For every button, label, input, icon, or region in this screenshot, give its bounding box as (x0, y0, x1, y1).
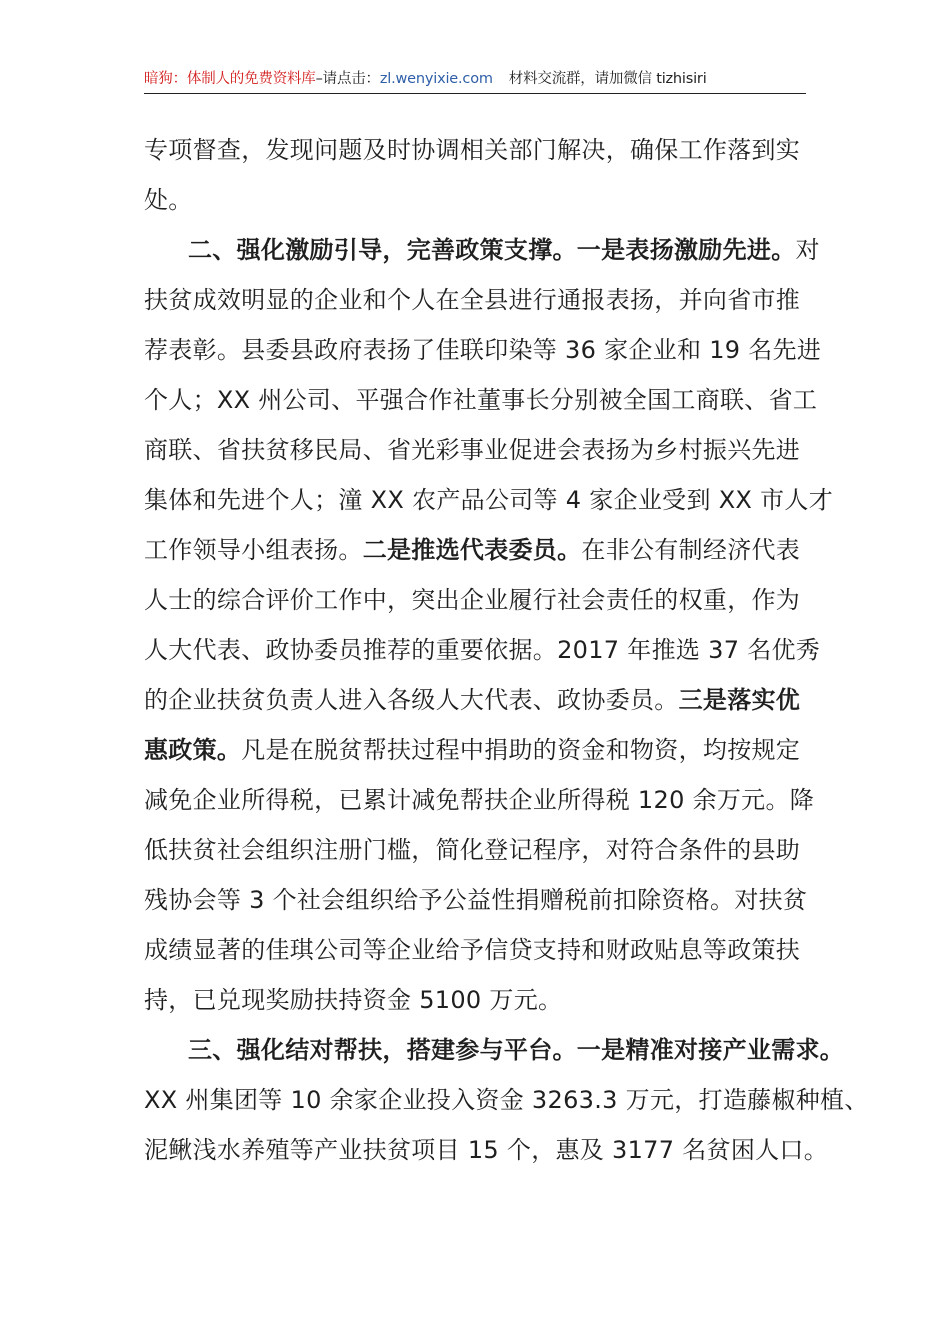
header-brand: 暗狗：体制人的免费资料库 (144, 71, 316, 87)
bold-text-segment: 二、强化激励引导，完善政策支撑。一是表扬激励先进。 (188, 236, 796, 264)
text-segment: 处。 (144, 186, 193, 214)
bold-text-segment: 三、强化结对帮扶，搭建参与平台。一是精准对接产业需求。 (188, 1036, 845, 1064)
text-segment: 工作领导小组表扬。 (144, 536, 363, 564)
text-segment: 泥鳅浅水养殖等产业扶贫项目 15 个，惠及 3177 名贫困人口。 (144, 1136, 829, 1164)
text-line (144, 225, 820, 275)
text-segment: 集体和先进个人；潼 XX 农产品公司等 4 家企业受到 XX 市人才 (144, 486, 834, 514)
document-body (144, 125, 869, 1175)
text-segment: 残协会等 3 个社会组织给予公益性捐赠税前扣除资格。对扶贫 (144, 886, 808, 914)
text-segment: XX 州集团等 10 余家企业投入资金 3263.3 万元，打造藤椒种植、 (144, 1086, 869, 1114)
bold-text-segment: 三是落实优 (678, 686, 801, 714)
header-prompt: –请点击： (315, 71, 380, 87)
text-segment: 荐表彰。县委县政府表扬了佳联印染等 36 家企业和 19 名先进 (144, 336, 822, 364)
text-line (144, 875, 809, 925)
text-segment: 商联、省扶贫移民局、省光彩事业促进会表扬为乡村振兴先进 (144, 436, 801, 464)
text-segment: 人士的综合评价工作中，突出企业履行社会责任的权重，作为 (144, 586, 801, 614)
text-line (144, 475, 834, 525)
text-line (144, 675, 809, 725)
text-line (144, 725, 809, 775)
header-contact: 材料交流群，请加微信 tizhisiri (508, 71, 707, 87)
bold-text-segment: 惠政策。 (144, 736, 242, 764)
text-segment: 在非公有制经济代表 (581, 536, 801, 564)
text-segment: 的企业扶贫负责人进入各级人大代表、政协委员。 (144, 686, 679, 714)
text-line (144, 125, 809, 175)
text-segment: 低扶贫社会组织注册门槛，简化登记程序，对符合条件的县助 (144, 836, 801, 864)
text-segment: 凡是在脱贫帮扶过程中捐助的资金和物资，均按规定 (241, 736, 801, 764)
text-segment: 专项督查，发现问题及时协调相关部门解决，确保工作落到实 (144, 136, 801, 164)
text-line (144, 525, 809, 575)
text-segment: 扶贫成效明显的企业和个人在全县进行通报表扬，并向省市推 (144, 286, 801, 314)
text-line (144, 1125, 829, 1175)
text-line (144, 175, 809, 225)
bold-text-segment: 二是推选代表委员。 (362, 536, 582, 564)
text-line (144, 775, 815, 825)
text-line (144, 975, 809, 1025)
text-line (144, 1025, 845, 1075)
text-line (144, 425, 809, 475)
text-segment: 减免企业所得税，已累计减免帮扶企业所得税 120 余万元。降 (144, 786, 815, 814)
text-segment: 持，已兑现奖励扶持资金 5100 万元。 (144, 986, 563, 1014)
text-segment: 成绩显著的佳琪公司等企业给予信贷支持和财政贴息等政策扶 (144, 936, 801, 964)
text-line (144, 825, 809, 875)
page-header (144, 66, 806, 94)
text-line (144, 625, 821, 675)
text-line (144, 925, 809, 975)
text-segment: 对 (795, 236, 820, 264)
text-line (144, 575, 809, 625)
text-segment: 人大代表、政协委员推荐的重要依据。2017 年推选 37 名优秀 (144, 636, 821, 664)
text-line (144, 325, 822, 375)
text-line (144, 1075, 869, 1125)
header-link[interactable]: zl.wenyixie.com (379, 71, 493, 87)
text-segment: 个人；XX 州公司、平强合作社董事长分别被全国工商联、省工 (144, 386, 818, 414)
text-line (144, 375, 818, 425)
text-line (144, 275, 809, 325)
